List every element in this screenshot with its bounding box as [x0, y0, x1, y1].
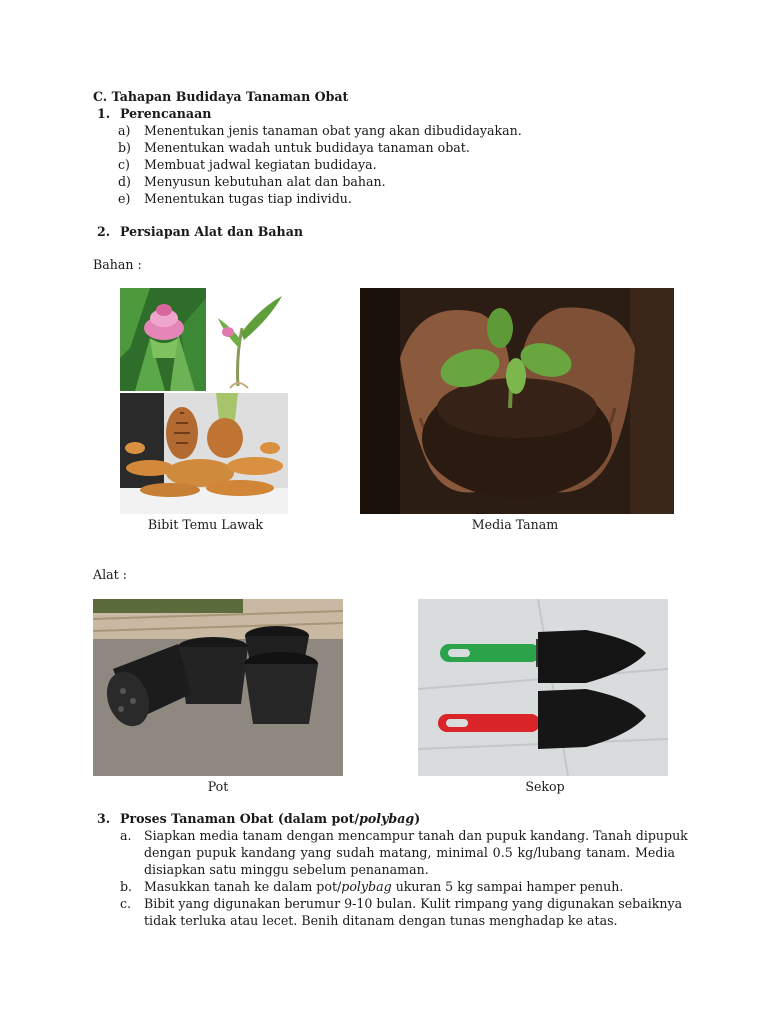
- temu-lawak-illustration: [120, 288, 288, 514]
- caption-sekop: Sekop: [525, 779, 565, 794]
- s3-a-line1: Siapkan media tanam dengan mencampur tanah dan pupuk kandang. Tanah dipupuk: [144, 828, 688, 843]
- s2-number: 2.: [97, 224, 111, 239]
- sekop-illustration: [418, 599, 668, 776]
- s3-heading: Proses Tanaman Obat (dalam pot/polybag): [120, 811, 421, 826]
- s3-c-line1: Bibit yang digunakan berumur 9-10 bulan. Kulit rimpang yang digunakan sebaiknya: [144, 896, 683, 911]
- s3-a-line2: dengan pupuk kandang yang sudah matang, minimal 0.5 kg/lubang tanam. Media: [144, 845, 675, 860]
- bahan-label: Bahan :: [93, 257, 142, 272]
- s3-b-text: Masukkan tanah ke dalam pot/polybag ukuran 5 kg sampai hamper penuh.: [144, 879, 624, 894]
- s1-heading: Perencanaan: [120, 106, 212, 121]
- caption-media: Media Tanam: [471, 517, 559, 532]
- s3-b-marker: b.: [120, 879, 133, 894]
- s3-number: 3.: [97, 811, 111, 826]
- pot-illustration: [93, 599, 343, 776]
- s3-c-line2: tidak terluka atau lecet. Benih ditanam dengan tunas menghadap ke atas.: [144, 913, 618, 928]
- media-tanam-illustration: [360, 288, 674, 514]
- caption-bibit: Bibit Temu Lawak: [147, 517, 264, 532]
- media-tanam-image: [360, 288, 674, 514]
- temu-lawak-image: [120, 288, 288, 514]
- s1-number: 1.: [97, 106, 111, 121]
- section-title: C. Tahapan Budidaya Tanaman Obat: [93, 89, 349, 104]
- alat-label: Alat :: [93, 567, 127, 582]
- s3-c-marker: c.: [120, 896, 132, 911]
- s3-a-marker: a.: [120, 828, 132, 843]
- pot-image: [93, 599, 343, 776]
- s2-heading: Persiapan Alat dan Bahan: [120, 224, 304, 239]
- caption-pot: Pot: [207, 779, 229, 794]
- sekop-image: [418, 599, 668, 776]
- s3-a-line3: disiapkan satu minggu sebelum penanaman.: [144, 862, 429, 877]
